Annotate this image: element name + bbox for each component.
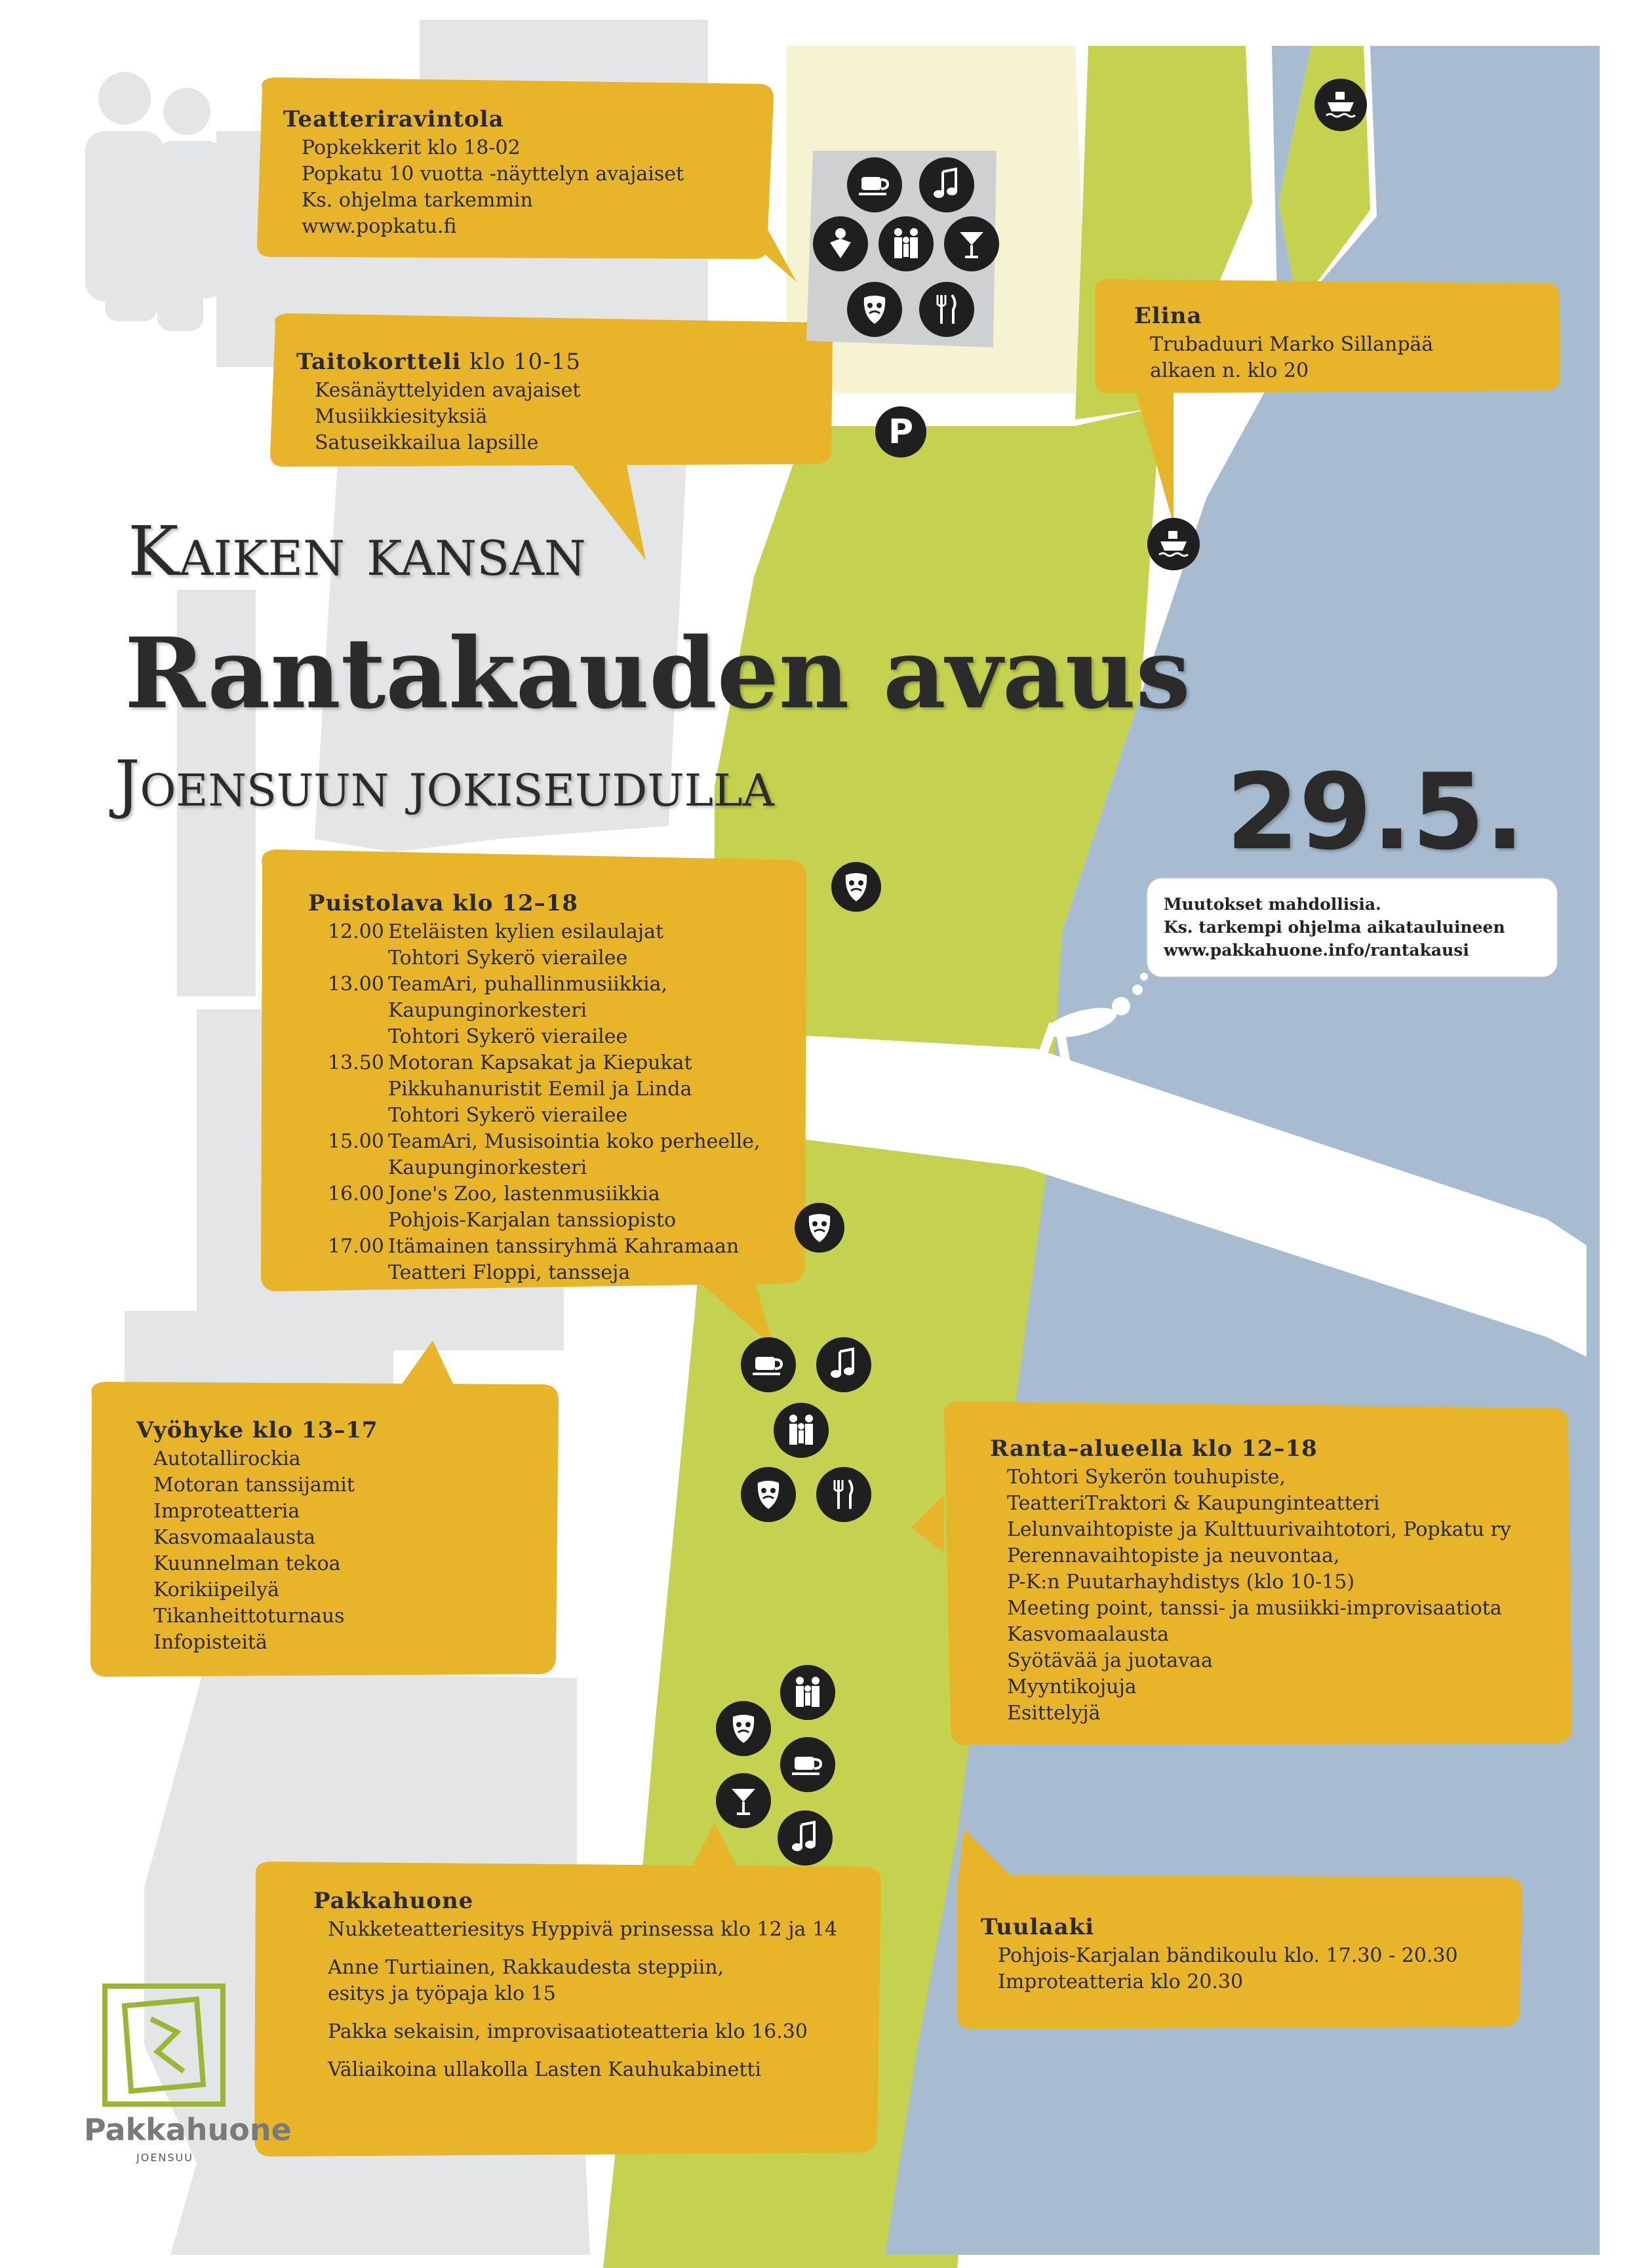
bubble-line: Kasvomaalausta <box>1007 1623 1170 1646</box>
bubble-title-time: klo 10-15 <box>469 349 582 375</box>
bubble-title: Ranta–alueella klo 12–18 <box>990 1436 1318 1462</box>
notice-line: Muutokset mahdollisia. <box>1164 895 1381 914</box>
program-entry <box>328 919 760 971</box>
bubble-title: Teatteriravintola <box>283 106 504 132</box>
bubble-tuulaaki <box>981 1914 1458 1995</box>
bubble-teatteriravintola <box>283 106 684 240</box>
headline-line1: Kaiken kansan <box>128 511 586 591</box>
program-time: 15.00 <box>328 1130 384 1153</box>
notice-line: Ks. tarkempi ohjelma aikatauluineen <box>1164 918 1505 937</box>
bubble-line: Improteatteria <box>153 1500 300 1523</box>
program-line: Motoran Kapsakat ja Kiepukat <box>388 1051 692 1074</box>
theatre-mask-icon <box>741 1467 796 1522</box>
bubble-line: Infopisteitä <box>153 1631 267 1654</box>
bubble-title: Puistolava klo 12–18 <box>308 890 578 916</box>
notice-line[interactable]: www.pakkahuone.info/rantakausi <box>1164 941 1469 960</box>
program-line: Pikkuhanuristit Eemil ja Linda <box>388 1078 692 1101</box>
bubble-line: Perennavaihtopiste ja neuvontaa, <box>1007 1544 1340 1567</box>
bubble-line: Syötävää ja juotavaa <box>1007 1649 1213 1672</box>
pakkahuone-logo-sub: JOENSUU <box>136 2151 193 2164</box>
program-line: Tohtori Sykerö vierailee <box>388 947 628 969</box>
family-icon <box>774 1403 829 1458</box>
boat-icon <box>1147 518 1200 570</box>
bubble-title: Elina <box>1134 303 1202 329</box>
theatre-mask-icon <box>716 1701 771 1756</box>
program-time: 12.00 <box>328 920 384 943</box>
bubble-line: Tikanheittoturnaus <box>153 1605 345 1628</box>
bubble-line: Tohtori Sykerön touhupiste, <box>1007 1466 1286 1489</box>
bubble-line: Musiikkiesityksiä <box>315 405 488 428</box>
bubble-title-name: Taitokortteli <box>296 349 462 375</box>
baby-icon <box>813 216 868 271</box>
bubble-line: Autotallirockia <box>153 1447 301 1470</box>
bubble-vyohyke <box>136 1417 378 1656</box>
coffee-icon <box>847 157 902 212</box>
program-time: 17.00 <box>328 1235 384 1258</box>
bubble-ranta-alueella <box>990 1436 1511 1727</box>
program-line: Eteläisten kylien esilaulajat <box>388 920 664 943</box>
program-time: 13.50 <box>328 1051 384 1074</box>
parking-icon: P <box>875 406 926 458</box>
bubble-line: Kesänäyttelyiden avajaiset <box>315 379 581 402</box>
theatre-mask-icon <box>795 1203 844 1253</box>
bubble-line: Anne Turtiainen, Rakkaudesta steppiin, <box>328 1956 724 1979</box>
family-icon <box>780 1665 835 1720</box>
program-line: Pohjois-Karjalan tanssiopisto <box>388 1209 677 1232</box>
program-entry <box>328 1129 760 1181</box>
bubble-line: Pakka sekaisin, improvisaatioteatteria klo 16.30 <box>328 2020 808 2043</box>
bubble-line: P-K:n Puutarhayhdistys (klo 10-15) <box>1007 1571 1355 1593</box>
bubble-line: Esittelyjä <box>1007 1702 1101 1725</box>
bubble-title: Vyöhyke klo 13–17 <box>136 1417 378 1443</box>
restaurant-icon <box>919 282 974 337</box>
program-line: TeamAri, Musisointia koko perheelle, <box>388 1130 760 1153</box>
music-icon <box>778 1810 833 1866</box>
event-date: 29.5. <box>1226 751 1525 873</box>
bubble-line: Nukketeatteriesitys Hyppivä prinsessa klo 12 ja 14 <box>328 1918 838 1941</box>
bubble-line: Kasvomaalausta <box>153 1526 316 1549</box>
coffee-icon <box>741 1337 796 1392</box>
bubble-line: Satuseikkailua lapsille <box>315 431 539 454</box>
program-line: Tohtori Sykerö vierailee <box>388 1104 628 1127</box>
program-line: Tohtori Sykerö vierailee <box>388 1025 628 1048</box>
bubble-line: TeatteriTraktori & Kaupunginteatteri <box>1007 1492 1380 1515</box>
cocktail-icon <box>944 216 999 271</box>
bubble-line: Väliaikoina ullakolla Lasten Kauhukabinetti <box>328 2058 762 2081</box>
theatre-mask-icon <box>847 282 902 337</box>
family-icon <box>879 216 934 271</box>
boat-icon <box>1314 79 1367 131</box>
headline-line3: Joensuun jokiseudulla <box>115 747 775 821</box>
pakkahuone-logo-name: Pakkahuone <box>84 2112 292 2147</box>
theatre-mask-icon <box>831 862 881 912</box>
bubble-line: Trubaduuri Marko Sillanpää <box>1150 333 1434 356</box>
bubble-line: alkaen n. klo 20 <box>1150 359 1309 382</box>
bubble-line: Ks. ohjelma tarkemmin <box>302 189 533 212</box>
program-line: Itämainen tanssiryhmä Kahramaan <box>388 1235 740 1258</box>
bubble-title: Tuulaaki <box>981 1914 1095 1940</box>
changes-notice <box>1164 893 1505 962</box>
bubble-line: Korikiipeilyä <box>153 1578 279 1601</box>
program-time: 13.00 <box>328 973 384 996</box>
program-line: Jone's Zoo, lastenmusiikkia <box>388 1183 660 1205</box>
program-entry <box>328 1234 760 1286</box>
bubble-elina <box>1134 303 1433 384</box>
music-icon <box>919 157 974 212</box>
program-entry <box>328 1050 760 1129</box>
program-line: Kaupunginorkesteri <box>388 999 587 1022</box>
program-entry <box>328 1181 760 1234</box>
program-time: 16.00 <box>328 1183 384 1205</box>
program-line: TeamAri, puhallinmusiikkia, <box>388 973 668 996</box>
bubble-title: Pakkahuone <box>313 1888 474 1914</box>
restaurant-icon <box>816 1467 871 1522</box>
bubble-line: Popkatu 10 vuotta -näyttelyn avajaiset <box>302 163 684 186</box>
headline-title: Rantakauden avaus <box>125 616 1191 730</box>
coffee-icon <box>780 1737 835 1792</box>
program-line: Kaupunginorkesteri <box>388 1156 587 1179</box>
bubble-line: Lelunvaihtopiste ja Kulttuurivaihtotori, Popkatu ry <box>1007 1518 1511 1541</box>
bubble-taitokortteli <box>296 349 581 456</box>
bubble-line: Myyntikojuja <box>1007 1675 1137 1698</box>
cocktail-icon <box>716 1773 771 1828</box>
bubble-line: esitys ja työpaja klo 15 <box>328 1982 556 2005</box>
bubble-line: Meeting point, tanssi- ja musiikki-improvisaatiota <box>1007 1597 1502 1620</box>
popkatu-link[interactable]: www.popkatu.fi <box>302 215 457 238</box>
music-icon <box>816 1337 871 1392</box>
bubble-puistolava <box>308 890 760 1286</box>
program-line: Teatteri Floppi, tansseja <box>388 1261 631 1284</box>
bubble-line: Kuunnelman tekoa <box>153 1552 341 1575</box>
program-entry <box>328 971 760 1050</box>
bubble-line: Motoran tanssijamit <box>153 1474 355 1496</box>
bubble-line: Popkekkerit klo 18-02 <box>302 136 521 159</box>
bubble-title <box>296 349 581 375</box>
bubble-line: Improteatteria klo 20.30 <box>998 1970 1244 1993</box>
bubble-line: Pohjois-Karjalan bändikoulu klo. 17.30 - 20.30 <box>998 1944 1458 1967</box>
bubble-pakkahuone <box>313 1888 837 2083</box>
